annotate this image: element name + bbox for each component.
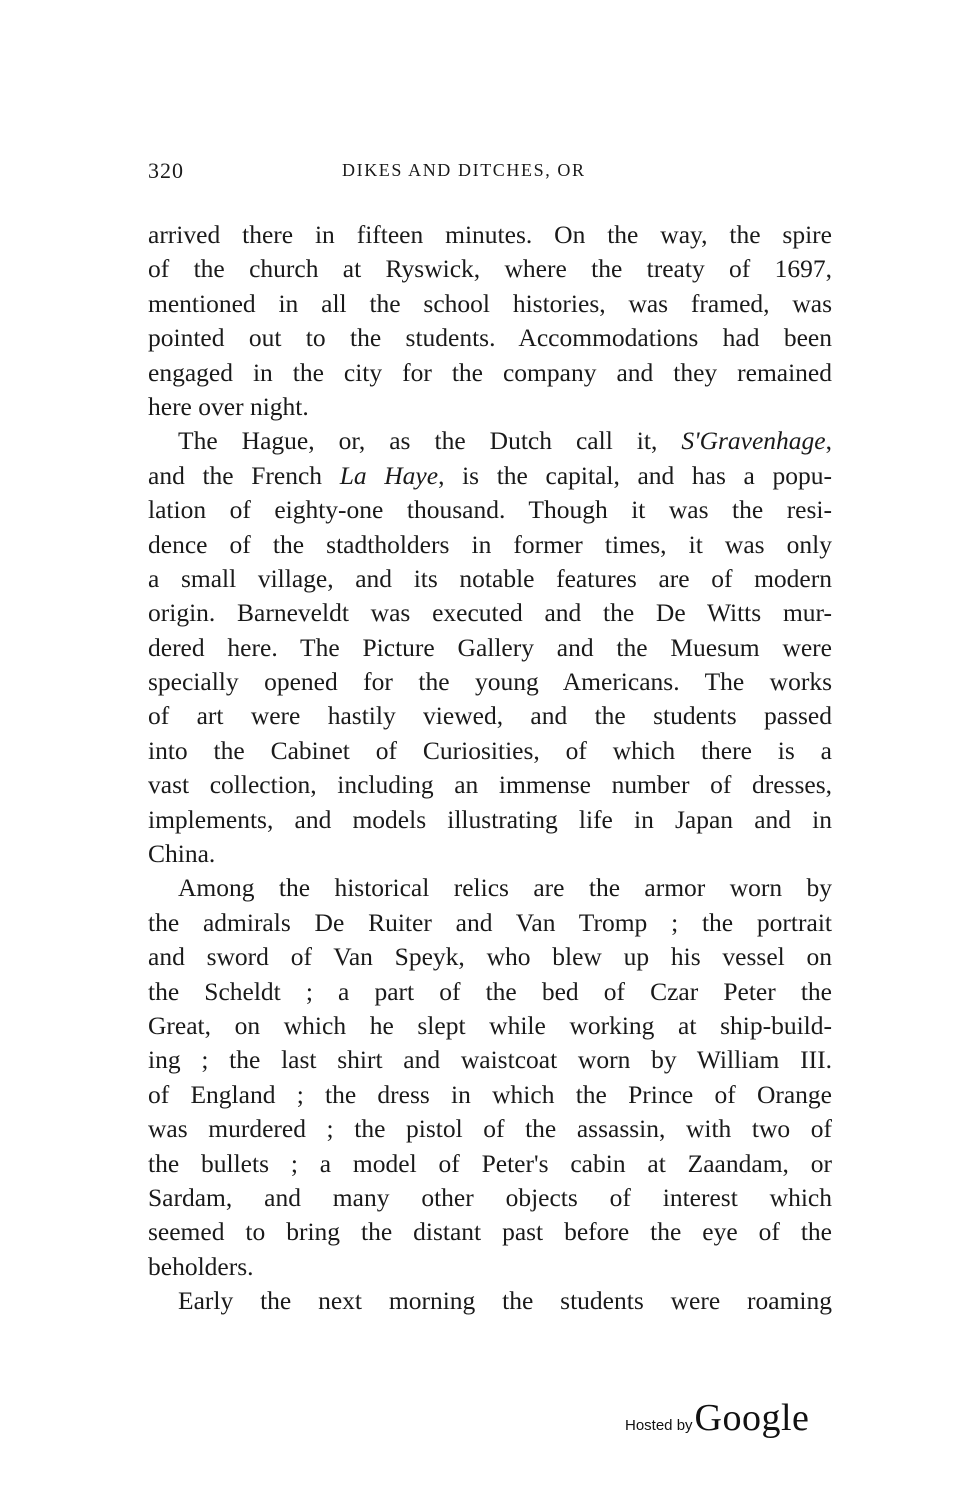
text-line: the Scheldt ; a part of the bed of Czar Peter the [148,976,832,1006]
text-line: origin. Barneveldt was executed and the De Witts mur- [148,598,832,628]
text-line: Early the next morning the students were roaming [178,1286,832,1316]
text-line: China. [148,839,216,869]
paragraph [148,218,832,424]
italic-term: S'Gravenhage [681,426,826,456]
text-line: lation of eighty-one thousand. Though it was the resi- [148,495,832,525]
text-line: Sardam, and many other objects of interest which [148,1182,832,1212]
text-line: ing ; the last shirt and waistcoat worn by William III. [148,1045,832,1075]
text-line: The Hague, or, as the Dutch call it, S'Gravenhage, [178,426,832,456]
text-line: here over night. [148,391,309,421]
italic-term: La Haye [339,460,439,490]
hosted-by-google-watermark [625,1396,809,1440]
page-body [148,218,832,1319]
paragraph [148,1284,832,1318]
text-line: into the Cabinet of Curiosities, of which there is a [148,735,832,765]
text-line: of art were hastily viewed, and the students passed [148,701,832,731]
text-line: specially opened for the young Americans. The works [148,667,832,697]
text-line: Great, on which he slept while working at ship-build- [148,1010,832,1040]
text-line: and the French La Haye, is the capital, and has a popu- [148,460,832,490]
text-line: was murdered ; the pistol of the assassin, with two of [148,1114,832,1144]
text-line: Among the historical relics are the armor worn by [178,873,832,903]
text-line: of England ; the dress in which the Prince of Orange [148,1079,832,1109]
text-line: beholders. [148,1251,254,1281]
text-line: seemed to bring the distant past before the eye of the [148,1217,832,1247]
text-line: engaged in the city for the company and they remained [148,357,832,387]
paragraph [148,871,832,1284]
text-line: arrived there in fifteen minutes. On the way, the spire [148,220,832,249]
text-line: vast collection, including an immense number of dresses, [148,770,832,800]
text-line: the admirals De Ruiter and Van Tromp ; the portrait [148,907,832,937]
text-line: mentioned in all the school histories, was framed, was [148,288,832,318]
text-line: of the church at Ryswick, where the treaty of 1697, [148,254,832,284]
hosted-by-label: Hosted by [625,1417,693,1434]
paragraph [148,424,832,871]
text-line: dence of the stadtholders in former times, it was only [148,529,832,559]
text-line: pointed out to the students. Accommodations had been [148,323,832,353]
running-head [148,158,832,188]
text-line: the bullets ; a model of Peter's cabin at Zaandam, or [148,1148,832,1178]
text-line: and sword of Van Speyk, who blew up his vessel on [148,942,832,972]
page-number: 320 [148,158,184,183]
running-title: DIKES AND DITCHES, OR [342,160,586,180]
text-line: dered here. The Picture Gallery and the Muesum were [148,632,832,662]
google-logo: Google [694,1397,810,1439]
text-line: a small village, and its notable features are of modern [148,563,832,593]
text-line: implements, and models illustrating life in Japan and in [148,804,832,834]
